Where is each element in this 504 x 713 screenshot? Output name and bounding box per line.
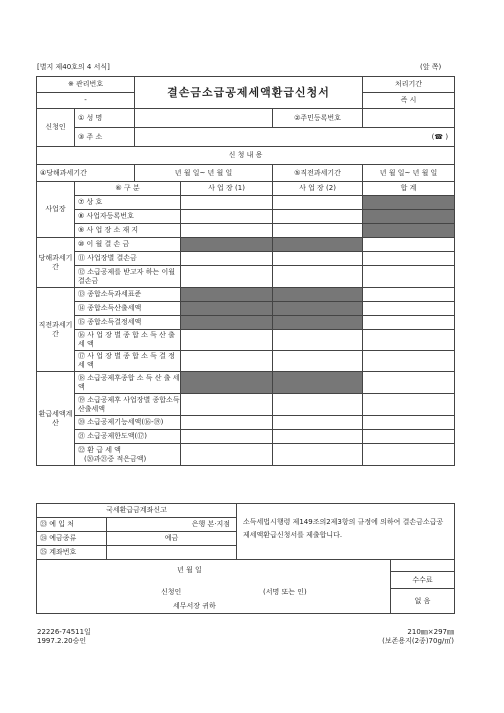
application-form [36, 76, 455, 466]
row-8-label: ⑧ 사업자등록번호 [75, 210, 181, 224]
row-12-total[interactable] [363, 266, 455, 288]
row-13-biz1 [181, 288, 273, 302]
row-22-sub: (⑳과㉑중 적은금액) [84, 454, 147, 463]
request-header: 신 청 내 용 [37, 147, 455, 165]
current-period-value[interactable]: 년 월 일~ 년 월 일 [135, 165, 273, 182]
row-11-biz2[interactable] [273, 252, 363, 266]
row-22-total[interactable] [363, 444, 455, 466]
biz1-header: 사 업 장 (1) [181, 182, 273, 196]
row-22-biz2[interactable] [273, 444, 363, 466]
side-label: (앞 쪽) [420, 63, 442, 71]
group-business: 사업장 [37, 182, 75, 238]
row-19-biz1[interactable] [181, 394, 273, 416]
row-15-biz1 [181, 316, 273, 330]
fee-value: 없 음 [414, 597, 431, 605]
signature-field[interactable]: (서명 또는 인) [263, 588, 307, 596]
name-field[interactable] [135, 109, 273, 128]
phone-label: (☎ ) [431, 132, 449, 141]
row-15-biz2 [273, 316, 363, 330]
row-14-biz2 [273, 302, 363, 316]
mgmt-no-label: ※ 관리번호 [37, 77, 135, 93]
row-20-biz1[interactable] [181, 416, 273, 430]
row-19-biz2[interactable] [273, 394, 363, 416]
row-9-label: ⑨ 사 업 장 소 재 지 [75, 224, 181, 238]
row-7-biz1[interactable] [181, 196, 273, 210]
refund-account-section [36, 503, 455, 614]
row-21-biz1[interactable] [181, 430, 273, 444]
footer-paper: (보존용지(2종)70g/㎡) [382, 637, 454, 645]
deposit-place-label: ㉓ 예 입 처 [37, 518, 107, 532]
row-9-biz2[interactable] [273, 224, 363, 238]
row-11-total[interactable] [363, 252, 455, 266]
account-no-label: ㉕ 계좌번호 [37, 546, 107, 560]
submit-date[interactable]: 년 월 일 [177, 566, 202, 574]
current-period-label: ④당해과세기간 [37, 165, 135, 182]
applicant-label: 신청인 [37, 109, 75, 147]
signature-area [37, 560, 391, 614]
row-17-total[interactable] [363, 351, 455, 372]
mgmt-no-value[interactable]: - [37, 93, 135, 109]
row-16-label: ⑯ 사 업 장 별 종 합 소 득 산 출 세 액 [75, 330, 181, 351]
division-header: ⑥ 구 분 [75, 182, 181, 196]
row-17-biz1[interactable] [181, 351, 273, 372]
row-7-label: ⑦ 상 호 [75, 196, 181, 210]
row-10-biz1 [181, 238, 273, 252]
row-21-total[interactable] [363, 430, 455, 444]
row-18-total[interactable] [363, 372, 455, 394]
footer-right [374, 628, 454, 646]
deposit-place-field[interactable]: 은행 본·지점 [107, 518, 237, 532]
row-22-label [75, 444, 181, 466]
row-14-biz1 [181, 302, 273, 316]
fee-box [391, 560, 455, 614]
footer-date: 1997.2.20승인 [37, 637, 87, 645]
group-refund: 환급세액계산 [37, 372, 75, 466]
row-12-label: ⑫ 소급공제를 받고자 하는 이월결손금 [75, 266, 181, 288]
row-19-label: ⑲ 소급공제후 사업장별 종합소득산출세액 [75, 394, 181, 416]
row-17-biz2[interactable] [273, 351, 363, 372]
form-number: [별지 제40호의 4 서식] [37, 63, 110, 71]
row-7-total [363, 196, 455, 210]
row-11-label: ⑪ 사업장별 결손금 [75, 252, 181, 266]
deposit-type-field[interactable]: 예금 [107, 532, 237, 546]
row-20-label: ⑳ 소급공제기능세액(⑯-⑲) [75, 416, 181, 430]
row-18-label: ⑱ 소급공제후종합 소 득 산 출 세 액 [75, 372, 181, 394]
processing-period-value: 즉 시 [363, 93, 455, 109]
recipient: 세무서장 귀하 [173, 602, 216, 610]
group-current: 당해과세기간 [37, 238, 75, 288]
row-20-biz2[interactable] [273, 416, 363, 430]
address-label: ③ 주 소 [75, 128, 135, 147]
footer-code: 22226-74511일 [37, 628, 91, 636]
row-22-title: ㉒ 환 급 세 액 [78, 445, 121, 454]
row-20-total[interactable] [363, 416, 455, 430]
row-13-label: ⑬ 종합소득과세표준 [75, 288, 181, 302]
row-13-total[interactable] [363, 288, 455, 302]
row-16-biz1[interactable] [181, 330, 273, 351]
footer-size: 210㎜×297㎜ [407, 628, 454, 636]
row-22-biz1[interactable] [181, 444, 273, 466]
row-17-label: ⑰ 사 업 장 별 종 합 소 득 결 정 세 액 [75, 351, 181, 372]
row-16-biz2[interactable] [273, 330, 363, 351]
group-previous: 직전과세기간 [37, 288, 75, 372]
row-21-biz2[interactable] [273, 430, 363, 444]
row-8-biz1[interactable] [181, 210, 273, 224]
row-7-biz2[interactable] [273, 196, 363, 210]
name-label: ① 성 명 [75, 109, 135, 128]
biz2-header: 사 업 장 (2) [273, 182, 363, 196]
row-10-label: ⑩ 이 월 결 손 금 [75, 238, 181, 252]
row-9-biz1[interactable] [181, 224, 273, 238]
form-title: 결손금소급공제세액환급신청서 [135, 77, 363, 109]
row-12-biz1[interactable] [181, 266, 273, 288]
row-11-biz1[interactable] [181, 252, 273, 266]
total-header: 합 계 [363, 182, 455, 196]
row-18-biz2 [273, 372, 363, 394]
row-9-total [363, 224, 455, 238]
resident-no-label: ②주민등록번호 [273, 109, 363, 128]
fee-label: 수수료 [391, 571, 454, 589]
row-10-biz2 [273, 238, 363, 252]
row-21-label: ㉑ 소급공제한도액(⑰) [75, 430, 181, 444]
statement: 소득세법시행령 제149조의2제3항의 규정에 의하여 결손금소급공제세액환급신청서를 제출합니다. [237, 504, 455, 560]
applicant-sign-label: 신청인 [161, 588, 182, 596]
resident-no-field[interactable] [363, 109, 455, 128]
row-18-biz1 [181, 372, 273, 394]
row-8-biz2[interactable] [273, 210, 363, 224]
deposit-type-label: ㉔ 예금종류 [37, 532, 107, 546]
row-15-label: ⑮ 종합소득결정세액 [75, 316, 181, 330]
address-field[interactable] [135, 128, 455, 147]
row-10-total[interactable] [363, 238, 455, 252]
row-16-total[interactable] [363, 330, 455, 351]
row-14-label: ⑭ 종합소득산출세액 [75, 302, 181, 316]
row-19-total[interactable] [363, 394, 455, 416]
bank-header: 국세환급금계좌신고 [37, 504, 237, 518]
row-15-total[interactable] [363, 316, 455, 330]
row-12-biz2[interactable] [273, 266, 363, 288]
footer-left [37, 628, 91, 646]
row-14-total[interactable] [363, 302, 455, 316]
row-8-total [363, 210, 455, 224]
row-13-biz2 [273, 288, 363, 302]
previous-period-value[interactable]: 년 월 일~ 년 월 일 [363, 165, 455, 182]
account-no-field[interactable] [107, 546, 237, 560]
previous-period-label: ⑤직전과세기간 [273, 165, 363, 182]
processing-period-label: 처리기간 [363, 77, 455, 93]
